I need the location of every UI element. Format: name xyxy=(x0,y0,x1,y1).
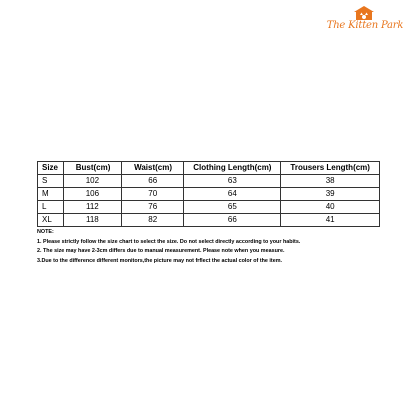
cell-size: XL xyxy=(38,214,64,227)
header-trousers-length: Trousers Length(cm) xyxy=(281,162,380,175)
table-header-row xyxy=(38,162,380,175)
brand-logo xyxy=(324,6,406,36)
cell-trousers-length: 39 xyxy=(281,188,380,201)
cell-size: L xyxy=(38,201,64,214)
cell-clothing-length: 66 xyxy=(184,214,281,227)
header-waist: Waist(cm) xyxy=(122,162,184,175)
cell-waist: 82 xyxy=(122,214,184,227)
cell-trousers-length: 40 xyxy=(281,201,380,214)
cell-waist: 66 xyxy=(122,175,184,188)
cell-bust: 106 xyxy=(63,188,121,201)
cell-bust: 118 xyxy=(63,214,121,227)
header-clothing-length: Clothing Length(cm) xyxy=(184,162,281,175)
cell-trousers-length: 41 xyxy=(281,214,380,227)
cell-clothing-length: 64 xyxy=(184,188,281,201)
table-row xyxy=(38,175,380,188)
cell-size: S xyxy=(38,175,64,188)
size-chart-table xyxy=(37,161,380,227)
header-size: Size xyxy=(38,162,64,175)
header-bust: Bust(cm) xyxy=(63,162,121,175)
cell-clothing-length: 65 xyxy=(184,201,281,214)
note-item: 2. The size may have 2-3cm differs due to manual measurement. Please note when you measure. xyxy=(37,248,285,254)
table-row xyxy=(38,188,380,201)
cat-house-icon xyxy=(352,6,376,20)
cell-trousers-length: 38 xyxy=(281,175,380,188)
cell-bust: 112 xyxy=(63,201,121,214)
table-row xyxy=(38,201,380,214)
table-row xyxy=(38,214,380,227)
cell-bust: 102 xyxy=(63,175,121,188)
cell-waist: 76 xyxy=(122,201,184,214)
notes-heading: NOTE: xyxy=(37,229,54,235)
cell-size: M xyxy=(38,188,64,201)
note-item: 3.Due to the difference different monitors,the picture may not frflect the actual color of the item. xyxy=(37,257,283,264)
cell-clothing-length: 63 xyxy=(184,175,281,188)
brand-name: The Kitten Park xyxy=(326,20,404,31)
notes-section xyxy=(37,228,407,266)
cell-waist: 70 xyxy=(122,188,184,201)
note-item: 1. Please strictly follow the size chart to select the size. Do not select directly according to your habits. xyxy=(37,238,301,245)
